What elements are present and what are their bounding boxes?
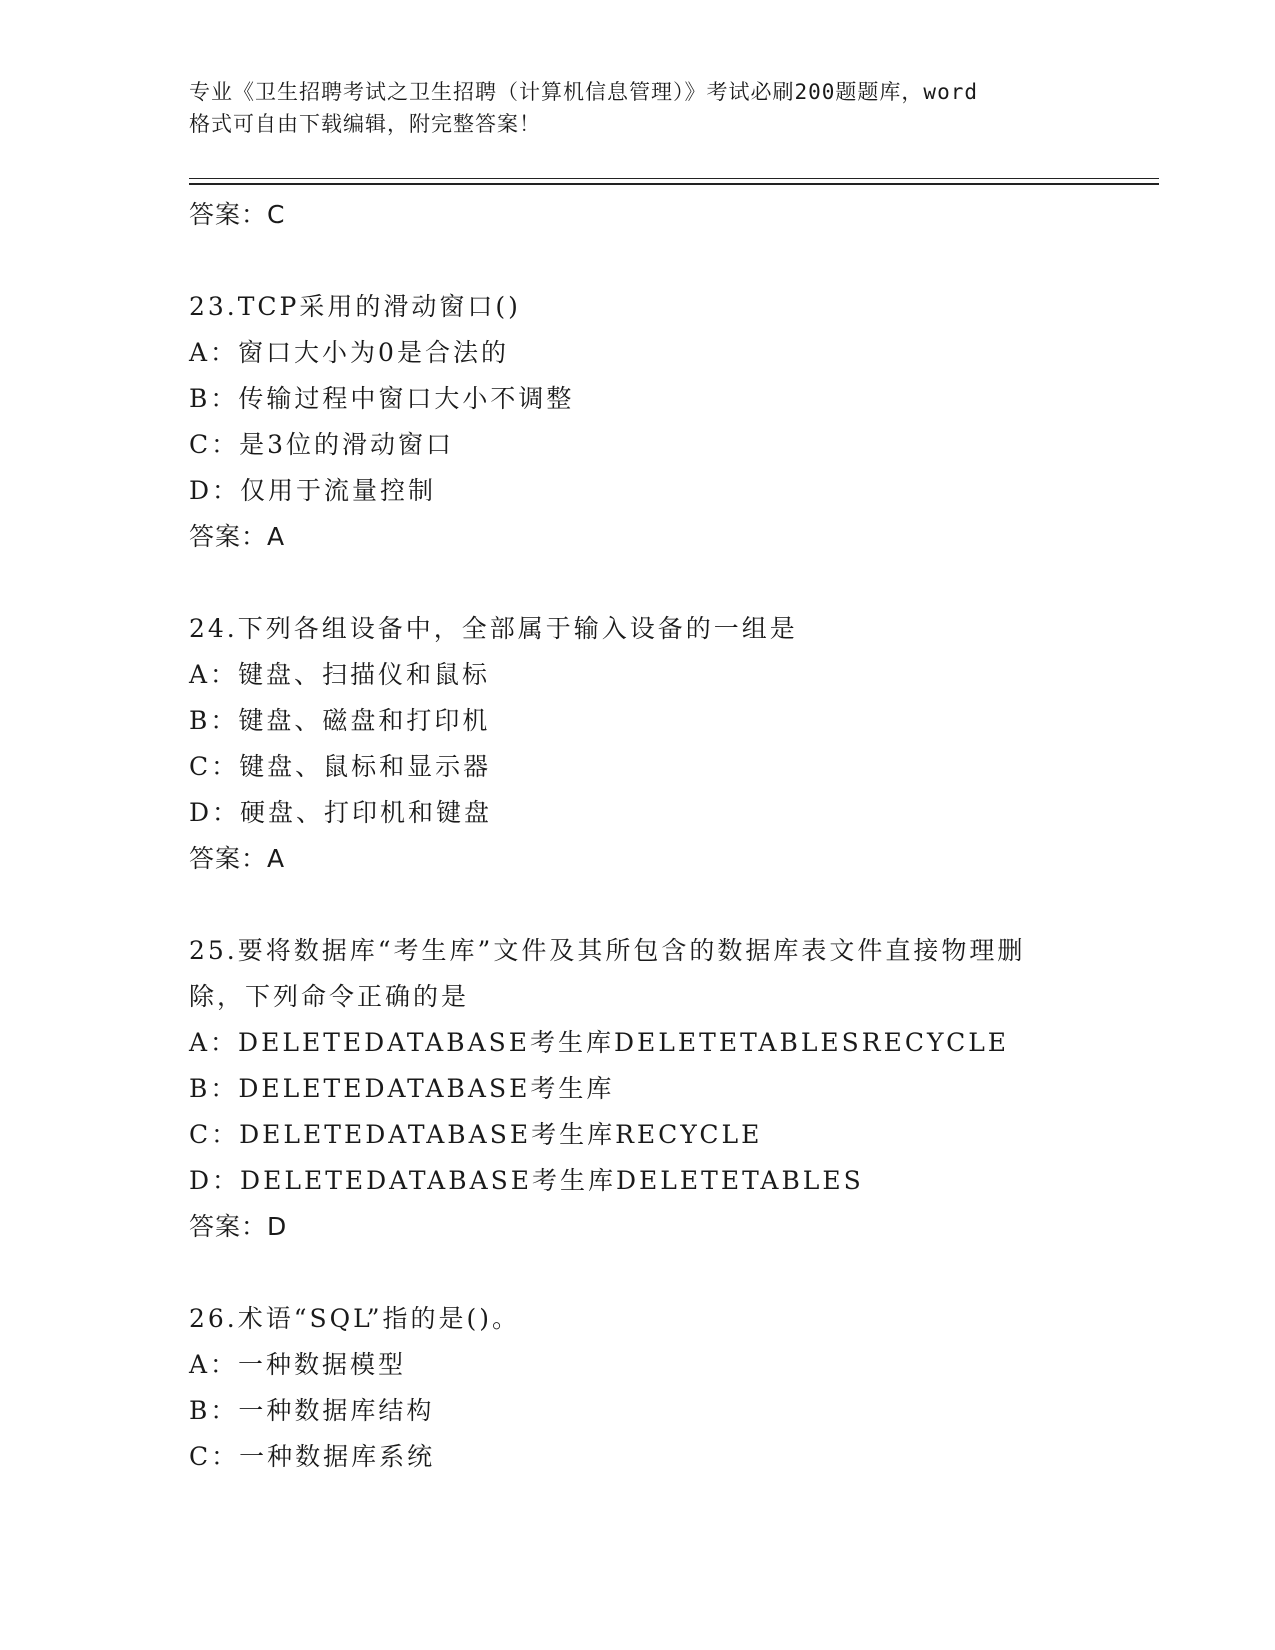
header-line-2: 格式可自由下载编辑，附完整答案！ xyxy=(189,112,541,136)
question-stem: 23.TCP采用的滑动窗口() xyxy=(189,292,521,321)
answer-line: 答案：A xyxy=(189,844,286,873)
question-stem: 26.术语“SQL”指的是()。 xyxy=(189,1304,521,1333)
question-stem-line-1: 25.要将数据库“考生库”文件及其所包含的数据库表文件直接物理删 xyxy=(189,936,1026,965)
option-b: B：键盘、磁盘和打印机 xyxy=(189,706,491,735)
answer-line: 答案：D xyxy=(189,1212,288,1241)
question-stem: 24.下列各组设备中，全部属于输入设备的一组是 xyxy=(189,614,798,643)
option-b: B：DELETEDATABASE考生库 xyxy=(189,1074,615,1103)
question-stem-line-2: 除，下列命令正确的是 xyxy=(189,982,470,1011)
option-a: A：键盘、扫描仪和鼠标 xyxy=(189,660,491,689)
option-a: A：窗口大小为0是合法的 xyxy=(189,338,509,367)
document-header xyxy=(189,76,1089,140)
option-d: D：DELETEDATABASE考生库DELETETABLES xyxy=(189,1166,864,1195)
option-b: B：传输过程中窗口大小不调整 xyxy=(189,384,575,413)
question-24 xyxy=(189,606,1089,882)
option-d: D：仅用于流量控制 xyxy=(189,476,437,505)
option-c: C：一种数据库系统 xyxy=(189,1442,436,1471)
option-b: B：一种数据库结构 xyxy=(189,1396,435,1425)
option-c: C：键盘、鼠标和显示器 xyxy=(189,752,492,781)
option-c: C：是3位的滑动窗口 xyxy=(189,430,455,459)
question-23 xyxy=(189,284,1089,560)
option-a: A：DELETEDATABASE考生库DELETETABLESRECYCLE xyxy=(189,1028,1010,1057)
option-a: A：一种数据模型 xyxy=(189,1350,407,1379)
question-list xyxy=(189,192,1089,1480)
header-divider-thick xyxy=(189,183,1159,185)
header-line-1: 专业《卫生招聘考试之卫生招聘（计算机信息管理）》考试必刷200题题库，word xyxy=(189,80,978,104)
question-25 xyxy=(189,928,1089,1250)
answer-line: 答案：C xyxy=(189,200,286,229)
option-c: C：DELETEDATABASE考生库RECYCLE xyxy=(189,1120,763,1149)
answer-line: 答案：A xyxy=(189,522,286,551)
question-26 xyxy=(189,1296,1089,1480)
header-divider xyxy=(189,178,1159,179)
option-d: D：硬盘、打印机和键盘 xyxy=(189,798,493,827)
